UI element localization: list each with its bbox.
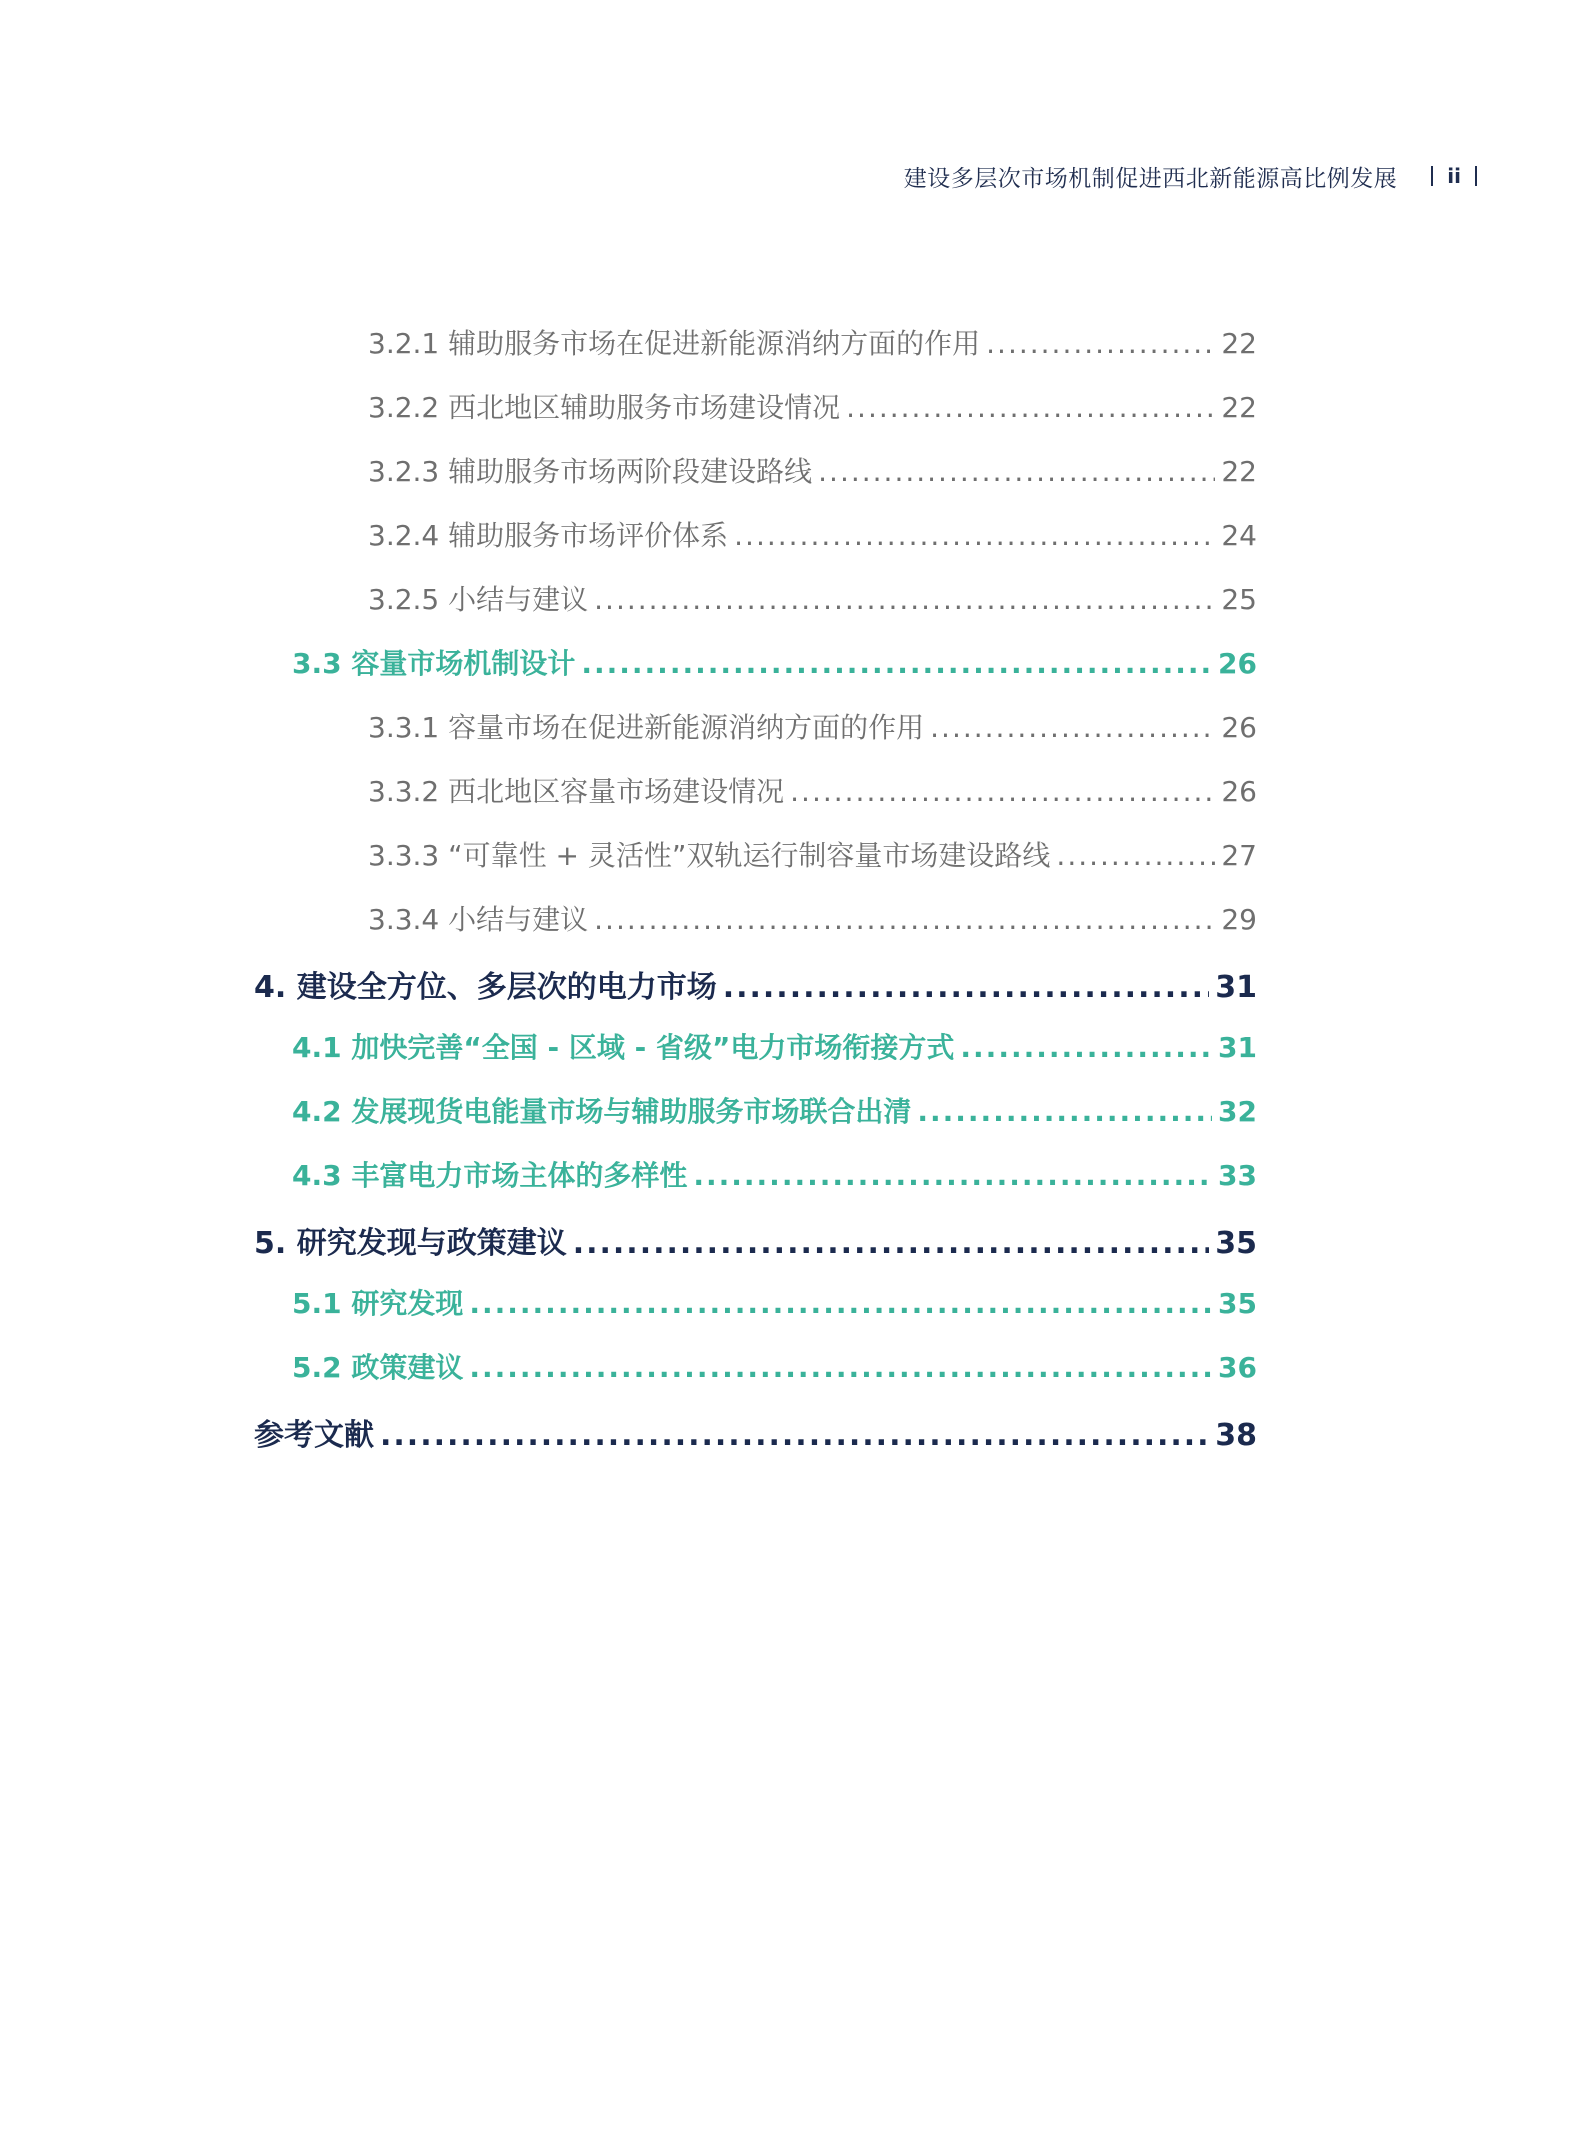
toc-entry-label: 3.2.1 辅助服务市场在促进新能源消纳方面的作用 [368, 327, 981, 360]
toc-entry-page: 27 [1221, 839, 1257, 872]
toc-entry-page: 31 [1218, 1031, 1257, 1064]
toc-leader-dots [594, 903, 1215, 936]
header-divider-right [1475, 166, 1477, 186]
toc-entry-4-3[interactable] [292, 1154, 1257, 1194]
toc-leader-dots [380, 1418, 1209, 1453]
toc-entry-page: 25 [1221, 583, 1257, 616]
toc-entry-page: 36 [1218, 1351, 1257, 1384]
toc-entry-5[interactable] [254, 1218, 1257, 1262]
toc-entry-page: 31 [1215, 970, 1257, 1005]
toc-entry-label: 5.2 政策建议 [292, 1351, 464, 1384]
toc-entry-references[interactable] [254, 1410, 1257, 1454]
toc-entry-page: 24 [1221, 519, 1257, 552]
toc-leader-dots [930, 711, 1215, 744]
header-divider-left [1431, 166, 1433, 186]
toc-leader-dots [573, 1226, 1210, 1261]
toc-entry-4[interactable] [254, 962, 1257, 1006]
toc-entry-page: 26 [1218, 647, 1257, 680]
toc-entry-5-2[interactable] [292, 1346, 1257, 1386]
toc-entry-page: 35 [1215, 1226, 1257, 1261]
toc-entry-page: 22 [1221, 327, 1257, 360]
toc-entry-label: 3.3.3 “可靠性 + 灵活性”双轨运行制容量市场建设路线 [368, 839, 1051, 872]
toc-entry-label: 5. 研究发现与政策建议 [254, 1226, 567, 1261]
toc-leader-dots [693, 1159, 1212, 1192]
toc-entry-page: 32 [1218, 1095, 1257, 1128]
toc-entry-3-3-3[interactable] [368, 834, 1257, 874]
toc-entry-page: 38 [1215, 1418, 1257, 1453]
toc-leader-dots [1056, 839, 1215, 872]
toc-entry-page: 33 [1218, 1159, 1257, 1192]
toc-entry-label: 3.2.5 小结与建议 [368, 583, 589, 616]
toc-leader-dots [469, 1287, 1212, 1320]
toc-leader-dots [594, 583, 1215, 616]
toc-leader-dots [960, 1031, 1212, 1064]
toc-entry-page: 22 [1221, 391, 1257, 424]
toc-leader-dots [469, 1351, 1212, 1384]
toc-entry-3-3[interactable] [292, 642, 1257, 682]
toc-entry-page: 35 [1218, 1287, 1257, 1320]
toc-entry-4-2[interactable] [292, 1090, 1257, 1130]
toc-entry-3-2-1[interactable] [368, 322, 1257, 362]
toc-entry-label: 3.3.2 西北地区容量市场建设情况 [368, 775, 785, 808]
toc-leader-dots [818, 455, 1215, 488]
toc-entry-page: 29 [1221, 903, 1257, 936]
toc-entry-page: 26 [1221, 775, 1257, 808]
toc-entry-3-3-1[interactable] [368, 706, 1257, 746]
toc-leader-dots [790, 775, 1215, 808]
toc-entry-3-2-2[interactable] [368, 386, 1257, 426]
toc-entry-label: 5.1 研究发现 [292, 1287, 464, 1320]
toc-leader-dots [723, 970, 1210, 1005]
toc-leader-dots [986, 327, 1215, 360]
toc-entry-label: 参考文献 [254, 1418, 374, 1453]
toc-entry-label: 4.2 发展现货电能量市场与辅助服务市场联合出清 [292, 1095, 912, 1128]
toc-entry-3-3-2[interactable] [368, 770, 1257, 810]
toc-leader-dots [581, 647, 1212, 680]
toc-entry-page: 26 [1221, 711, 1257, 744]
toc-entry-label: 3.3.1 容量市场在促进新能源消纳方面的作用 [368, 711, 925, 744]
header-title: 建设多层次市场机制促进西北新能源高比例发展 [903, 165, 1398, 192]
toc-entry-label: 3.2.3 辅助服务市场两阶段建设路线 [368, 455, 813, 488]
toc-entry-label: 3.3 容量市场机制设计 [292, 647, 576, 680]
toc-leader-dots [734, 519, 1215, 552]
header-page-number: ii [1447, 164, 1461, 188]
toc-entry-label: 3.2.4 辅助服务市场评价体系 [368, 519, 729, 552]
toc-entry-3-2-3[interactable] [368, 450, 1257, 490]
toc-entry-label: 3.2.2 西北地区辅助服务市场建设情况 [368, 391, 841, 424]
toc-leader-dots [917, 1095, 1212, 1128]
toc-entry-3-2-5[interactable] [368, 578, 1257, 618]
running-header [904, 158, 1477, 194]
toc-entry-3-3-4[interactable] [368, 898, 1257, 938]
toc-entry-label: 4. 建设全方位、多层次的电力市场 [254, 970, 717, 1005]
toc-entry-label: 4.1 加快完善“全国 - 区域 - 省级”电力市场衔接方式 [292, 1031, 955, 1064]
toc-entry-4-1[interactable] [292, 1026, 1257, 1066]
toc-entry-3-2-4[interactable] [368, 514, 1257, 554]
toc-entry-page: 22 [1221, 455, 1257, 488]
toc-leader-dots [846, 391, 1215, 424]
toc-entry-label: 4.3 丰富电力市场主体的多样性 [292, 1159, 688, 1192]
toc-entry-5-1[interactable] [292, 1282, 1257, 1322]
toc-entry-label: 3.3.4 小结与建议 [368, 903, 589, 936]
